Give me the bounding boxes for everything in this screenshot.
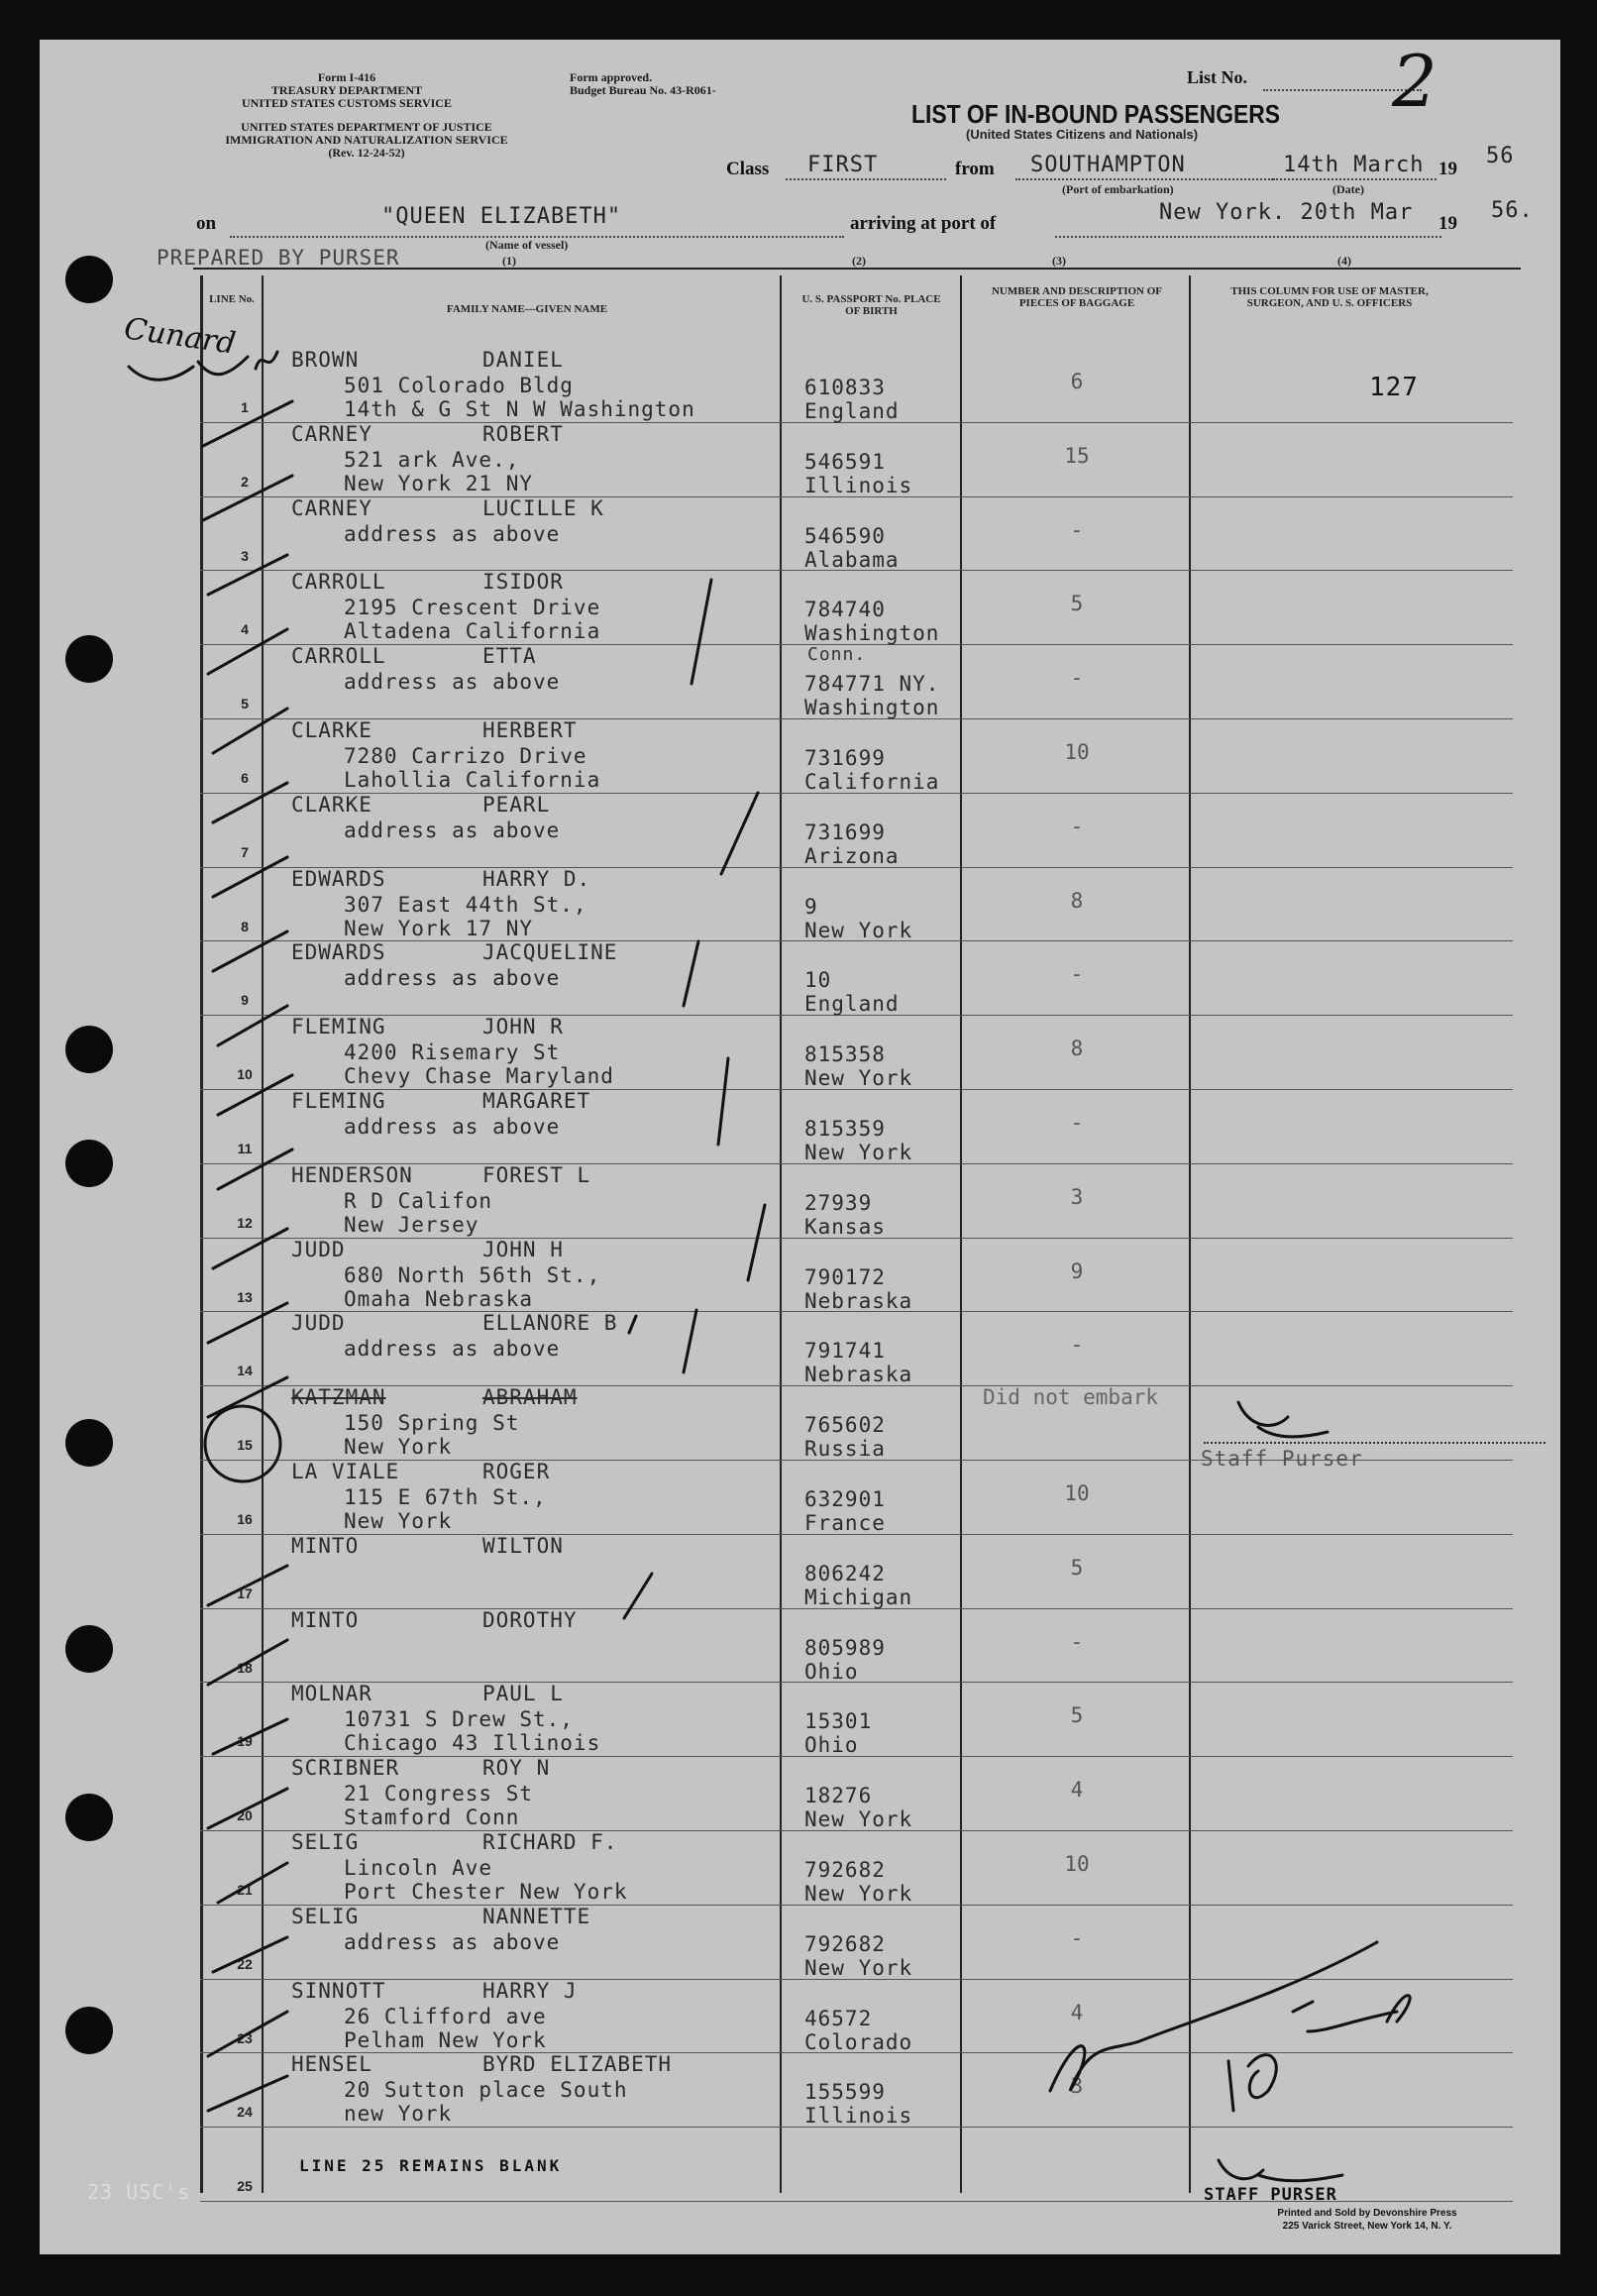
baggage-count: 5	[1070, 592, 1084, 616]
baggage-count: 4	[1070, 1778, 1084, 1803]
given-name: ROGER	[482, 1460, 551, 1483]
line-number: 5	[241, 696, 249, 712]
family-name: SINNOTT	[291, 1978, 386, 2003]
place-of-birth: New York	[804, 1955, 913, 1980]
from-value: SOUTHAMPTON	[1030, 153, 1186, 177]
place-of-birth: Michigan	[804, 1585, 913, 1609]
place-of-birth: California	[804, 770, 940, 794]
line-number: 16	[237, 1511, 253, 1527]
given-name: WILTON	[482, 1533, 564, 1558]
family-name: CARROLL	[291, 644, 386, 669]
address-line-2: New York 21 NY	[344, 471, 534, 495]
address-line-1: Lincoln Ave	[344, 1856, 493, 1880]
place-of-birth: New York	[804, 1807, 913, 1832]
baggage-count: 10	[1064, 740, 1090, 764]
baggage-count: -	[1070, 1333, 1084, 1358]
passenger-table	[200, 275, 1513, 2193]
family-name: LA VIALE	[291, 1460, 400, 1483]
table-row	[200, 1758, 1513, 1831]
table-row	[200, 572, 1513, 645]
address-line-2: Port Chester New York	[344, 1880, 628, 1904]
line-number: 9	[241, 992, 249, 1009]
passport-number: 9	[804, 894, 818, 919]
given-name: HARRY J	[482, 1978, 578, 2003]
family-name: FLEMING	[291, 1015, 386, 1039]
line-number: 25	[237, 2178, 253, 2195]
table-row	[200, 1533, 1513, 1609]
baggage-count: 10	[1064, 1852, 1090, 1876]
baggage-count: 4	[1070, 2000, 1084, 2024]
passport-number: 792682	[804, 1858, 886, 1882]
passport-number: 731699	[804, 820, 886, 844]
arriving-label: arriving at port of	[850, 213, 997, 234]
family-name: MOLNAR	[291, 1682, 373, 1706]
address-line-2: Lahollia California	[344, 768, 601, 792]
address-line-1: address as above	[344, 1929, 561, 1954]
table-row	[200, 942, 1513, 1016]
place-of-birth: France	[804, 1511, 886, 1535]
baggage-count: -	[1070, 814, 1084, 838]
given-name: HERBERT	[482, 718, 578, 742]
address-line-1: address as above	[344, 966, 561, 991]
address-line-1: 307 East 44th St.,	[344, 892, 587, 917]
baggage-count: 15	[1064, 443, 1090, 468]
passport-number: 27939	[804, 1190, 873, 1215]
passport-number: 632901	[804, 1487, 886, 1511]
header-passport: U. S. PASSPORT No. PLACE OF BIRTH	[801, 293, 941, 317]
line-number: 8	[241, 918, 249, 934]
family-name: KATZMAN	[291, 1385, 386, 1410]
line-number: 10	[237, 1066, 253, 1083]
passport-number: 546591	[804, 449, 886, 474]
baggage-count: 5	[1070, 1703, 1084, 1728]
address-line-1: address as above	[344, 818, 561, 842]
class-label: Class	[726, 159, 770, 179]
passport-number: 18276	[804, 1784, 873, 1808]
family-name: FLEMING	[291, 1089, 386, 1113]
table-row	[200, 1091, 1513, 1164]
place-of-birth: Ohio	[804, 1659, 859, 1684]
passport-number: 46572	[804, 2006, 873, 2030]
address-line-1: 7280 Carrizo Drive	[344, 744, 587, 768]
passport-number: 765602	[804, 1413, 886, 1438]
passport-number: 155599	[804, 2080, 886, 2105]
address-line-1: 150 Spring St	[344, 1411, 520, 1436]
document-subtitle: (United States Citizens and Nationals)	[966, 127, 1199, 142]
address-line-2: Pelham New York	[344, 2027, 547, 2052]
binder-hole	[65, 1026, 113, 1073]
list-no-value: 2	[1392, 40, 1437, 123]
officers-note: 127	[1369, 373, 1419, 402]
line-number: 24	[237, 2104, 253, 2121]
table-row	[200, 1313, 1513, 1386]
place-of-birth: Nebraska	[804, 1288, 913, 1313]
address-line-1: 115 E 67th St.,	[344, 1485, 547, 1509]
family-name: JUDD	[291, 1237, 346, 1261]
address-line-1: 10731 S Drew St.,	[344, 1707, 574, 1732]
header-rule	[193, 268, 1521, 270]
given-name: HARRY D.	[482, 866, 591, 891]
address-line-2: New York	[344, 1509, 453, 1533]
passport-number: 806242	[804, 1561, 886, 1585]
table-row	[200, 1904, 1513, 1980]
printer-line-2: 225 Varick Street, New York 14, N. Y.	[1282, 2221, 1452, 2232]
given-name: MARGARET	[482, 1089, 591, 1113]
table-row	[200, 421, 1513, 497]
from-line	[1015, 178, 1273, 180]
baggage-count: 3	[1070, 1184, 1084, 1209]
given-name: ROY N	[482, 1756, 551, 1781]
header-officers: THIS COLUMN FOR USE OF MASTER, SURGEON, AND U. S. OFFICERS	[1230, 285, 1429, 309]
baggage-count: 8	[1070, 888, 1084, 913]
address-line-1: 501 Colorado Bldg	[344, 374, 574, 397]
address-line-1: 21 Congress St	[344, 1782, 534, 1806]
passport-number: 792682	[804, 1931, 886, 1956]
given-name: NANNETTE	[482, 1904, 591, 1928]
arrival-year-prefix: 19	[1438, 213, 1457, 234]
line-number: 19	[237, 1733, 253, 1750]
given-name: ABRAHAM	[482, 1385, 578, 1410]
binder-hole	[65, 256, 113, 303]
class-value: FIRST	[807, 153, 879, 177]
family-name: SCRIBNER	[291, 1756, 400, 1781]
place-of-birth: New York	[804, 918, 913, 942]
given-name: LUCILLE K	[482, 495, 604, 520]
table-row	[200, 866, 1513, 942]
header-name: FAMILY NAME—GIVEN NAME	[446, 303, 608, 315]
place-of-birth: Illinois	[804, 473, 913, 497]
place-of-birth: Kansas	[804, 1214, 886, 1239]
passport-number: 10	[804, 968, 832, 993]
given-name: BYRD ELIZABETH	[482, 2052, 673, 2077]
address-line-2: Altadena California	[344, 619, 601, 644]
class-line	[786, 178, 946, 180]
family-name: HENSEL	[291, 2052, 373, 2077]
table-row	[200, 1162, 1513, 1239]
address-line-1: address as above	[344, 1115, 561, 1139]
passport-number: 791741	[804, 1339, 886, 1364]
line-number: 3	[241, 547, 249, 564]
binder-hole	[65, 1625, 113, 1673]
baggage-count: Did not embark	[983, 1385, 1159, 1410]
table-row	[200, 350, 1513, 423]
given-name: DANIEL	[482, 348, 564, 372]
line-number: 14	[237, 1363, 253, 1379]
line-number: 17	[237, 1585, 253, 1601]
form-header-treasury: Form I-416 TREASURY DEPARTMENT UNITED STATES CUSTOMS SERVICE	[242, 70, 452, 110]
place-of-birth: Arizona	[804, 843, 900, 868]
passport-number: 546590	[804, 523, 886, 548]
family-name: LINE 25 REMAINS BLANK	[299, 2156, 563, 2176]
place-of-birth: Colorado	[804, 2029, 913, 2054]
table-row	[200, 1017, 1513, 1090]
address-line-2: New Jersey	[344, 1212, 479, 1237]
from-label: from	[955, 159, 995, 179]
header-line-no: LINE No.	[209, 293, 255, 305]
binder-hole	[65, 1140, 113, 1187]
baggage-count: -	[1070, 962, 1084, 987]
given-name: JOHN R	[482, 1015, 564, 1039]
family-name: SELIG	[291, 1904, 360, 1928]
binder-hole	[65, 1794, 113, 1841]
baggage-count: 6	[1070, 370, 1084, 393]
baggage-count: 5	[1070, 1555, 1084, 1580]
binder-hole	[65, 2007, 113, 2054]
family-name: CARNEY	[291, 495, 373, 520]
staff-purser-bottom: STAFF PURSER	[1204, 2185, 1337, 2205]
family-name: MINTO	[291, 1533, 360, 1558]
table-row	[200, 1684, 1513, 1757]
address-line-1: 26 Clifford ave	[344, 2004, 547, 2028]
address-line-2: Stamford Conn	[344, 1805, 520, 1830]
line-number: 7	[241, 843, 249, 860]
arrival-year-suffix: 56.	[1491, 198, 1534, 223]
place-of-birth: Washington	[804, 696, 940, 720]
family-name: EDWARDS	[291, 866, 386, 891]
date-caption: (Date)	[1332, 182, 1364, 196]
baggage-count: -	[1070, 1925, 1084, 1950]
document-title: LIST OF IN-BOUND PASSENGERS	[911, 99, 1281, 129]
address-line-2: New York 17 NY	[344, 916, 534, 940]
form-header-justice: UNITED STATES DEPARTMENT OF JUSTICE IMMIGRATION AND NATURALIZATION SERVICE (Rev. 12-24-52)	[225, 120, 508, 160]
family-name: CARNEY	[291, 421, 373, 446]
form-approval: Form approved. Budget Bureau No. 43-R061-	[570, 70, 716, 97]
line-number: 15	[237, 1437, 253, 1454]
staff-purser-mid: Staff Purser	[1201, 1447, 1363, 1471]
baggage-count: 9	[1070, 1258, 1084, 1283]
family-name: CLARKE	[291, 792, 373, 817]
baggage-count: 3	[1070, 2074, 1084, 2099]
date-year-prefix: 19	[1438, 159, 1457, 179]
address-line-1: 521 ark Ave.,	[344, 447, 520, 472]
passport-number: 815359	[804, 1117, 886, 1141]
family-name: HENDERSON	[291, 1162, 413, 1187]
table-row	[200, 1462, 1513, 1535]
binder-hole	[65, 635, 113, 683]
table-row	[200, 1607, 1513, 1684]
place-of-birth: New York	[804, 1882, 913, 1906]
address-line-1: 2195 Crescent Drive	[344, 596, 601, 620]
given-name: PEARL	[482, 792, 551, 817]
baggage-count: -	[1070, 1111, 1084, 1135]
date-value: 14th March	[1283, 153, 1425, 177]
baggage-count: 8	[1070, 1037, 1084, 1061]
given-name: JACQUELINE	[482, 940, 618, 965]
table-row	[200, 792, 1513, 868]
line-number: 21	[237, 1882, 253, 1898]
given-name: RICHARD F.	[482, 1830, 618, 1854]
passport-number: 610833	[804, 376, 886, 399]
table-row	[200, 495, 1513, 572]
address-line-2: new York	[344, 2102, 453, 2127]
table-row	[200, 1978, 1513, 2054]
given-name: DOROTHY	[482, 1607, 578, 1632]
passport-number: 790172	[804, 1264, 886, 1289]
table-row	[200, 1237, 1513, 1313]
passport-number: 815358	[804, 1042, 886, 1067]
place-of-birth: Alabama	[804, 547, 900, 572]
line-number: 11	[237, 1141, 253, 1156]
given-name: ELLANORE B	[482, 1311, 618, 1336]
column-number-2: (2)	[852, 254, 866, 268]
passport-number: 15301	[804, 1709, 873, 1734]
given-name: ROBERT	[482, 421, 564, 446]
address-line-1: address as above	[344, 521, 561, 546]
line-number: 23	[237, 2029, 253, 2046]
place-of-birth: Washington	[804, 621, 940, 646]
usc-note: 23 USC's	[87, 2180, 191, 2204]
binder-hole	[65, 1419, 113, 1467]
given-name: JOHN H	[482, 1237, 564, 1261]
address-line-2: Omaha Nebraska	[344, 1286, 534, 1311]
place-of-birth: Ohio	[804, 1733, 859, 1758]
vessel-value: "QUEEN ELIZABETH"	[381, 204, 622, 229]
passport-number: 784740	[804, 598, 886, 622]
given-name: FOREST L	[482, 1162, 591, 1187]
table-row	[200, 720, 1513, 794]
passport-number: 805989	[804, 1635, 886, 1660]
address-line-1: address as above	[344, 670, 561, 695]
on-label: on	[196, 213, 217, 234]
place-of-birth: New York	[804, 1141, 913, 1164]
address-line-2: 14th & G St N W Washington	[344, 397, 695, 421]
family-name: SELIG	[291, 1830, 360, 1854]
line-number: 1	[241, 399, 249, 415]
address-line-2: Chicago 43 Illinois	[344, 1731, 601, 1756]
date-year-suffix: 56	[1486, 144, 1515, 168]
address-line-1: 680 North 56th St.,	[344, 1262, 601, 1287]
line-number: 2	[241, 473, 249, 490]
family-name: JUDD	[291, 1311, 346, 1336]
line-number: 13	[237, 1288, 253, 1305]
family-name: EDWARDS	[291, 940, 386, 965]
family-name: BROWN	[291, 348, 360, 372]
place-of-birth: England	[804, 992, 900, 1017]
arrival-line	[1055, 236, 1441, 238]
column-number-3: (3)	[1052, 254, 1066, 268]
given-name: ISIDOR	[482, 570, 564, 595]
column-number-4: (4)	[1337, 254, 1351, 268]
family-name: CARROLL	[291, 570, 386, 595]
given-name: ETTA	[482, 644, 537, 669]
date-line	[1273, 178, 1437, 180]
passport-number: 784771 NY.	[804, 672, 940, 697]
place-of-birth: England	[804, 399, 900, 423]
baggage-count: -	[1070, 666, 1084, 691]
address-line-1: 20 Sutton place South	[344, 2078, 628, 2103]
line-number: 12	[237, 1214, 253, 1231]
line-number: 6	[241, 770, 249, 786]
port-caption: (Port of embarkation)	[1062, 182, 1174, 196]
baggage-count: 10	[1064, 1481, 1090, 1505]
family-name: MINTO	[291, 1607, 360, 1632]
line-number: 4	[241, 621, 249, 638]
arrival-value: New York. 20th Mar	[1159, 200, 1414, 225]
family-name: CLARKE	[291, 718, 373, 742]
column-number-1: (1)	[502, 254, 516, 268]
purser-line-mid	[1204, 1442, 1545, 1444]
address-line-2: New York	[344, 1435, 453, 1460]
line-number: 18	[237, 1659, 253, 1676]
address-line-2: Chevy Chase Maryland	[344, 1064, 614, 1089]
place-of-birth: Russia	[804, 1437, 886, 1462]
passport-number: 731699	[804, 746, 886, 770]
address-line-1: address as above	[344, 1337, 561, 1362]
header-baggage: NUMBER AND DESCRIPTION OF PIECES OF BAGGAGE	[991, 285, 1163, 309]
given-name: PAUL L	[482, 1682, 564, 1706]
line-number: 22	[237, 1955, 253, 1972]
list-no-label: List No.	[1187, 67, 1248, 87]
line-number: 20	[237, 1807, 253, 1824]
address-line-1: 4200 Risemary St	[344, 1040, 561, 1065]
table-row	[200, 2054, 1513, 2128]
table-row	[200, 1832, 1513, 1906]
conn-note: Conn.	[807, 644, 867, 665]
prepared-by: PREPARED BY PURSER	[157, 246, 400, 270]
cunard-note: Cunard	[122, 311, 238, 362]
baggage-count: -	[1070, 1629, 1084, 1654]
place-of-birth: Illinois	[804, 2104, 913, 2129]
place-of-birth: Nebraska	[804, 1363, 913, 1387]
place-of-birth: New York	[804, 1066, 913, 1091]
address-line-1: R D Califon	[344, 1188, 493, 1213]
printer-line-1: Printed and Sold by Devonshire Press	[1277, 2208, 1457, 2219]
vessel-caption: (Name of vessel)	[485, 238, 569, 252]
baggage-count: -	[1070, 517, 1084, 542]
